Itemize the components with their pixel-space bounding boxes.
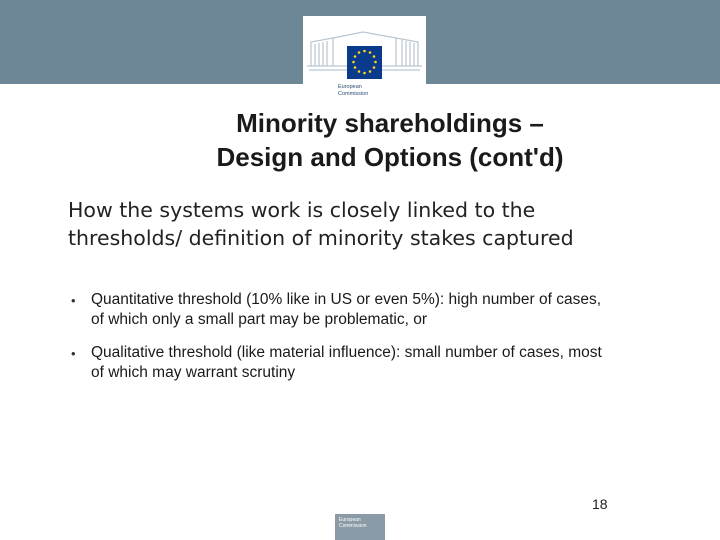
european-commission-logo [303,16,426,107]
bullet-text-line2: of which only a small part may be problematic, or [91,311,427,328]
bullet-text-line2: of which may warrant scrutiny [91,364,296,381]
bullet-text-line1: Qualitative threshold (like material influence): small number of cases, most [91,344,602,361]
bullet-item [70,290,690,330]
slide-title-line2: Design and Options (cont'd) [216,142,564,172]
bullet-list [70,290,690,396]
logo-caption-line1: European [338,84,362,90]
logo-caption-line2: Commission [338,91,369,97]
bullet-text-line1: Quantitative threshold (10% like in US or even 5%): high number of cases, [91,291,602,308]
logo-caption [338,84,398,98]
bullet-icon: • [71,346,76,361]
page-number: 18 [592,496,608,512]
slide-title [100,106,680,174]
bullet-item [70,343,690,383]
bullet-icon: • [71,293,76,308]
footer-logo-text: European Commission [339,517,367,529]
intro-text-line2: thresholds/ definition of minority stakes captured [68,226,574,250]
intro-text [68,196,688,252]
intro-text-line1: How the systems work is closely linked to the [68,198,536,222]
footer-logo [335,514,385,540]
slide-title-line1: Minority shareholdings – [236,108,544,138]
